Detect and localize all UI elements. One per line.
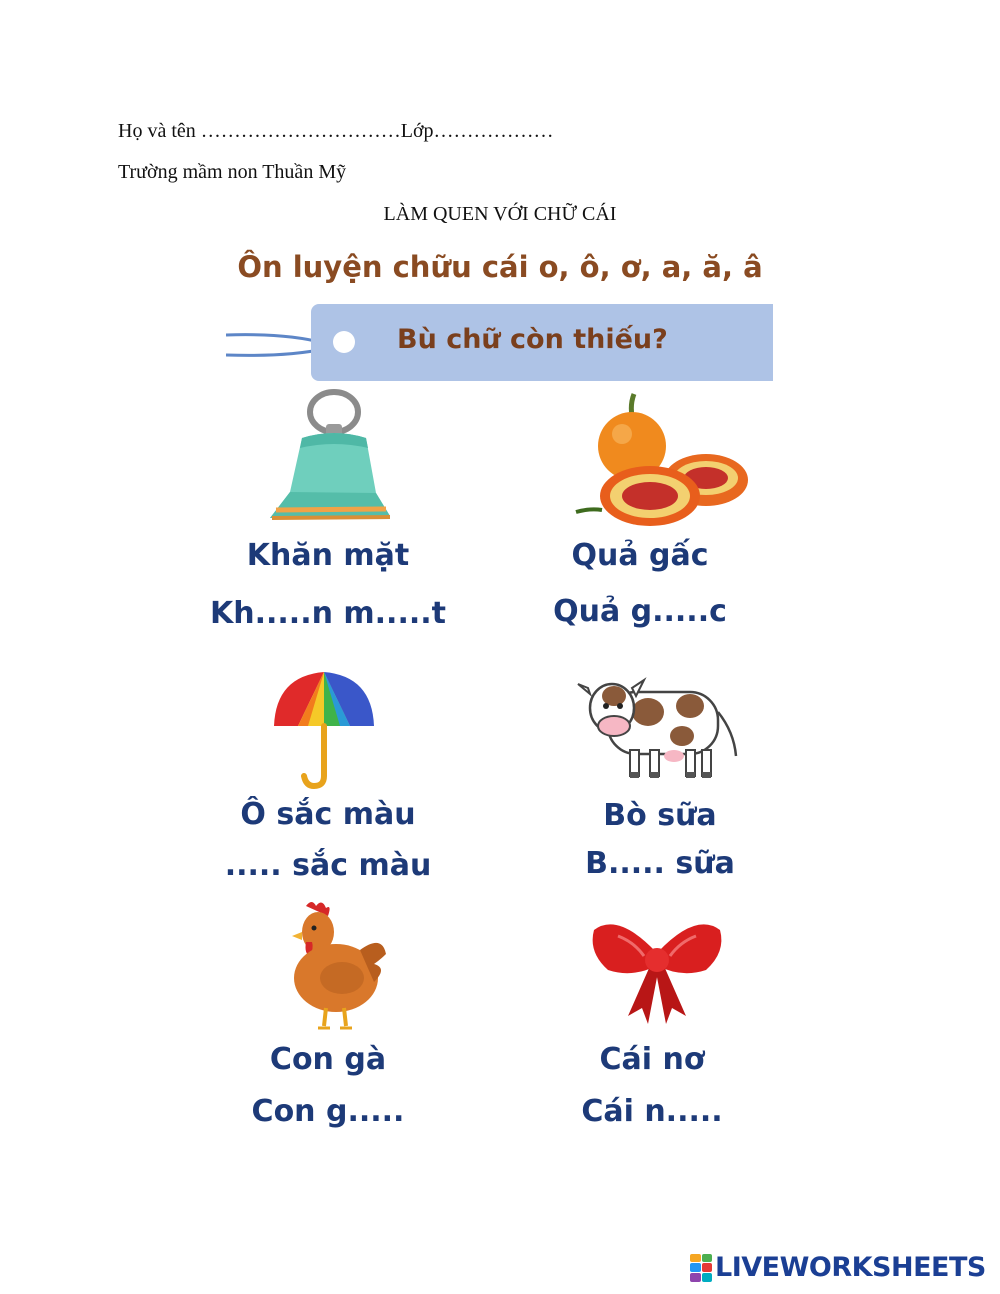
word-item-3: Ô sắc màu [240,797,416,832]
liveworksheets-logo[interactable] [690,1252,986,1283]
school-name: Trường mầm non Thuần Mỹ [118,161,347,183]
chicken-icon [284,898,390,1032]
word-item-4: Bò sữa [603,798,717,833]
liveworksheets-logo-icon [690,1254,712,1282]
blank-item-5[interactable]: Con g..... [251,1094,405,1129]
bow-icon [588,912,726,1030]
instruction-tag [311,304,773,381]
blank-item-3[interactable]: ..... sắc màu [224,848,432,883]
word-item-5: Con gà [269,1042,387,1077]
blank-item-2[interactable]: Quả g.....c [553,594,727,629]
gac-fruit-icon [570,392,750,530]
umbrella-icon [268,668,380,792]
tag-hole [333,331,355,353]
word-item-2: Quả gấc [571,538,709,573]
cow-icon [574,672,740,784]
towel-icon [266,388,394,530]
worksheet-title: Ôn luyện chữu cái o, ô, ơ, a, ă, â [237,250,763,284]
word-item-6: Cái nơ [599,1042,705,1077]
page-title: LÀM QUEN VỚI CHỮ CÁI [383,203,617,225]
blank-item-4[interactable]: B..... sữa [585,846,735,881]
instruction-label: Bù chữ còn thiếu? [397,324,668,355]
blank-item-1[interactable]: Kh.....n m.....t [210,596,446,631]
student-info-line: Họ và tên …………………………Lớp……………… [118,120,554,142]
logo-text: LIVEWORKSHEETS [715,1252,986,1283]
blank-item-6[interactable]: Cái n..... [581,1094,723,1129]
word-item-1: Khăn mặt [246,538,410,573]
